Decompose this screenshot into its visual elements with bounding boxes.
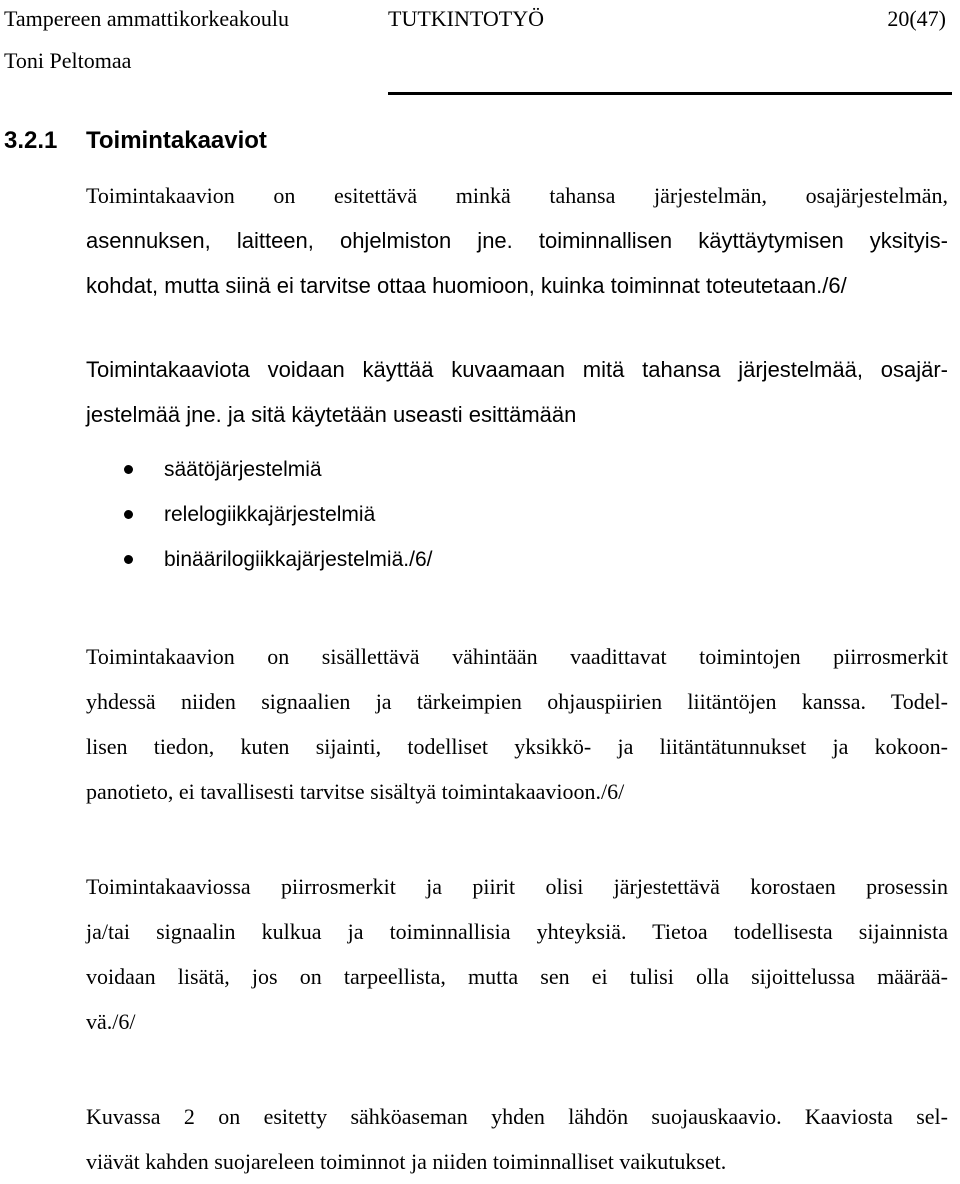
bullet-icon	[124, 510, 133, 519]
section-number: 3.2.1	[4, 127, 58, 154]
list-item	[122, 447, 822, 492]
paragraph-line: viävät kahden suojareleen toiminnot ja niiden toiminnalliset vaikutukset.	[86, 1149, 727, 1174]
list-item-label: binäärilogiikkajärjestelmiä./6/	[164, 548, 433, 571]
bullet-icon	[124, 555, 133, 564]
page-header	[0, 0, 952, 96]
paragraph-line: lisen tiedon, kuten sijainti, todelliset yksikkö- ja liitäntätunnukset ja kokoon-	[86, 734, 948, 759]
list-item-label: säätöjärjestelmiä	[164, 458, 322, 481]
paragraph-line: Toimintakaavion on sisällettävä vähintään vaadittavat toimintojen piirrosmerkit	[86, 644, 948, 669]
paragraph-line: Kuvassa 2 on esitetty sähköaseman yhden lähdön suojauskaavio. Kaaviosta sel-	[86, 1104, 948, 1129]
header-doc-type: TUTKINTOTYÖ	[388, 6, 545, 31]
bullet-list	[122, 447, 822, 582]
paragraph-line: Toimintakaaviota voidaan käyttää kuvaamaan mitä tahansa järjestelmää, osajär-	[86, 357, 948, 382]
header-rule	[388, 92, 952, 95]
paragraph-line: voidaan lisätä, jos on tarpeellista, mutta sen ei tulisi olla sijoittelussa määrää-	[86, 964, 948, 989]
paragraph-2	[86, 347, 948, 437]
paragraph-line: Toimintakaaviossa piirrosmerkit ja piirit olisi järjestettävä korostaen prosessin	[86, 874, 948, 899]
header-author: Toni Peltomaa	[4, 48, 132, 73]
paragraph-line: vä./6/	[86, 1009, 136, 1034]
header-page-number: 20(47)	[887, 6, 946, 31]
paragraph-line: ja/tai signaalin kulkua ja toiminnallisia yhteyksiä. Tietoa todellisesta sijainnista	[86, 919, 948, 944]
paragraph-line: kohdat, mutta siinä ei tarvitse ottaa huomioon, kuinka toiminnat toteutetaan./6/	[86, 273, 847, 298]
paragraph-line: panotieto, ei tavallisesti tarvitse sisältyä toimintakaavioon./6/	[86, 779, 625, 804]
section-heading	[4, 124, 267, 158]
paragraph-line: yhdessä niiden signaalien ja tärkeimpien ohjauspiirien liitäntöjen kanssa. Todel-	[86, 689, 948, 714]
paragraph-1	[86, 173, 948, 308]
paragraph-line: jestelmää jne. ja sitä käytetään useasti esittämään	[86, 402, 577, 427]
paragraph-3	[86, 634, 948, 814]
bullet-icon	[124, 465, 133, 474]
section-title: Toimintakaaviot	[86, 127, 267, 154]
header-school: Tampereen ammattikorkeakoulu	[4, 6, 289, 31]
paragraph-5	[86, 1094, 948, 1184]
paragraph-line: asennuksen, laitteen, ohjelmiston jne. toiminnallisen käyttäytymisen yksityis-	[86, 228, 948, 253]
list-item	[122, 492, 822, 537]
paragraph-4	[86, 864, 948, 1044]
list-item-label: relelogiikkajärjestelmiä	[164, 503, 376, 526]
list-item	[122, 537, 822, 582]
paragraph-line: Toimintakaavion on esitettävä minkä tahansa järjestelmän, osajärjestelmän,	[86, 183, 948, 208]
